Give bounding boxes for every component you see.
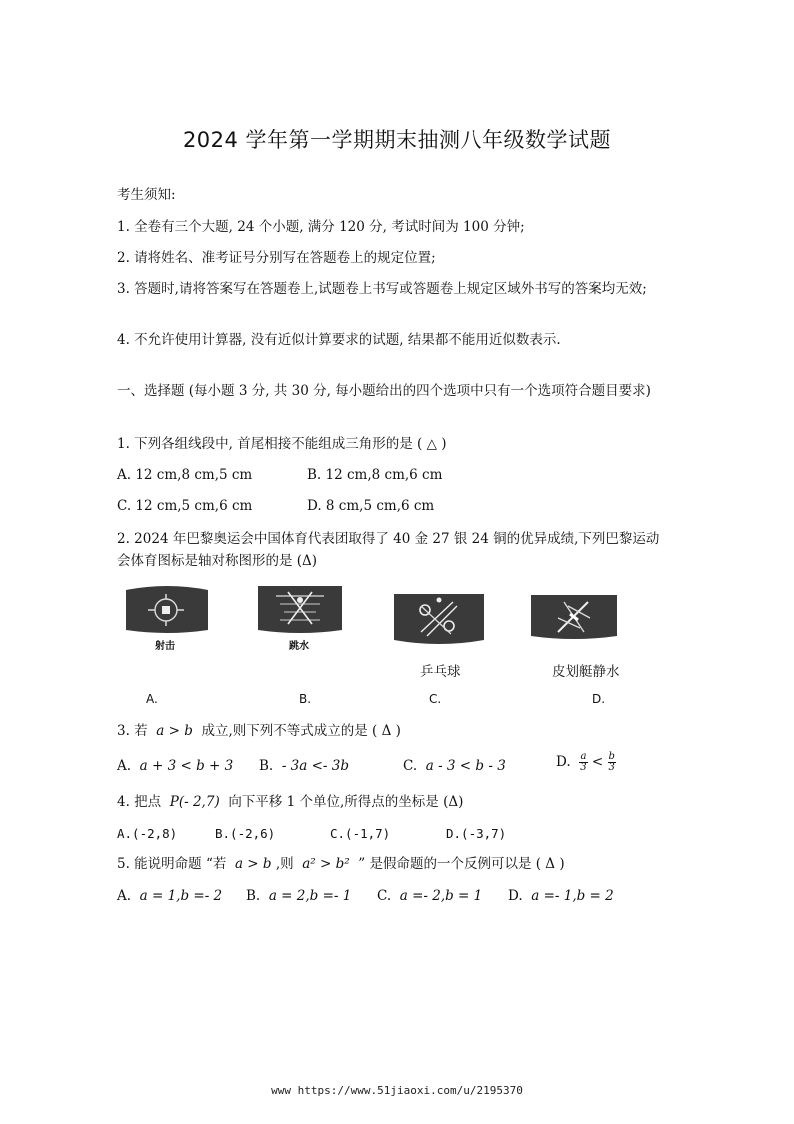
q5-option-b-label: B. xyxy=(246,888,261,904)
q4-option-b: B.(-2,6) xyxy=(215,826,276,841)
q5-stem-prefix: 5. 能说明命题 “若 xyxy=(117,856,227,872)
q4-stem-math: P(- 2,7) xyxy=(169,794,220,810)
section-heading: 一、选择题 (每小题 3 分, 共 30 分, 每小题给出的四个选项中只有一个选项符合题目要求) xyxy=(117,383,651,399)
q2-option-d: D. xyxy=(592,692,606,706)
q5-stem-mid: ,则 xyxy=(275,856,294,872)
q5-option-c-label: C. xyxy=(377,888,392,904)
q5-option-b xyxy=(246,888,351,904)
q5-option-d xyxy=(508,888,614,904)
q3-option-c-expr: a - 3 < b - 3 xyxy=(425,758,506,774)
q3-stem-suffix: 成立,则下列不等式成立的是 ( Δ ) xyxy=(201,723,401,739)
table-tennis-caption: 乒乓球 xyxy=(420,664,461,680)
q3-option-d-frac-2 xyxy=(608,752,616,773)
frac-numerator: a xyxy=(580,751,587,762)
q1-option-c: C. 12 cm,5 cm,6 cm xyxy=(117,498,253,514)
frac-denominator: 3 xyxy=(580,762,587,773)
q1-stem: 1. 下列各组线段中, 首尾相接不能组成三角形的是 ( △ ) xyxy=(117,436,447,452)
q3-option-d xyxy=(556,752,616,773)
q2-option-c: C. xyxy=(429,692,442,706)
q3-option-d-label: D. xyxy=(556,754,571,770)
diving-icon xyxy=(254,582,346,640)
shooting-caption: 射击 xyxy=(155,641,175,652)
notice-item-1: 1. 全卷有三个大题, 24 个小题, 满分 120 分, 考试时间为 100 分钟; xyxy=(117,219,525,235)
q5-stem xyxy=(117,853,565,875)
canoe-sprint-caption: 皮划艇静水 xyxy=(552,664,620,680)
q4-stem-prefix: 4. 把点 xyxy=(117,794,162,810)
q3-stem-math: a > b xyxy=(156,723,193,739)
q1-option-d: D. 8 cm,5 cm,6 cm xyxy=(307,498,435,514)
q4-stem xyxy=(117,791,463,813)
q4-option-d: D.(-3,7) xyxy=(446,826,507,841)
q3-option-d-relation: < xyxy=(591,754,604,770)
q3-option-a xyxy=(117,758,233,774)
q5-stem-suffix: ” 是假命题的一个反例可以是 ( Δ ) xyxy=(358,856,565,872)
table-tennis-icon xyxy=(391,590,487,652)
q3-stem-prefix: 3. 若 xyxy=(117,723,148,739)
q5-stem-math-2: a² > b² xyxy=(302,856,350,872)
q5-option-b-expr: a = 2,b =- 1 xyxy=(268,888,352,904)
q4-option-c: C.(-1,7) xyxy=(330,826,391,841)
q2-stem: 2. 2024 年巴黎奥运会中国体育代表团取得了 40 金 27 银 24 铜的优异成绩,下列巴黎运动会体育图标是轴对称图形的是 (Δ) xyxy=(117,531,660,569)
q5-option-d-label: D. xyxy=(508,888,523,904)
frac-numerator: b xyxy=(608,751,615,762)
q5-option-c-expr: a =- 2,b = 1 xyxy=(399,888,483,904)
footer-url: www https://www.51jiaoxi.com/u/2195370 xyxy=(271,1084,523,1097)
shooting-icon xyxy=(122,584,212,640)
q2-option-a: A. xyxy=(146,692,158,706)
q4-option-a: A.(-2,8) xyxy=(117,826,178,841)
q5-option-a xyxy=(117,888,222,904)
notice-heading: 考生须知: xyxy=(117,187,176,203)
q5-option-a-expr: a = 1,b =- 2 xyxy=(139,888,223,904)
exam-title: 2024 学年第一学期期末抽测八年级数学试题 xyxy=(182,128,612,152)
q5-stem-math-1: a > b xyxy=(234,856,272,872)
q3-option-c xyxy=(403,758,506,774)
q5-option-a-label: A. xyxy=(117,888,132,904)
diving-caption: 跳水 xyxy=(289,641,309,652)
q5-option-c xyxy=(377,888,482,904)
q3-option-b-label: B. xyxy=(259,758,274,774)
q4-stem-suffix: 向下平移 1 个单位,所得点的坐标是 (Δ) xyxy=(228,794,464,810)
q1-option-b: B. 12 cm,8 cm,6 cm xyxy=(307,467,443,483)
q1-option-a: A. 12 cm,8 cm,5 cm xyxy=(117,467,253,483)
q3-option-c-label: C. xyxy=(403,758,418,774)
q3-option-b xyxy=(259,758,349,774)
notice-item-4: 4. 不允许使用计算器, 没有近似计算要求的试题, 结果都不能用近似数表示. xyxy=(117,332,561,348)
canoe-sprint-icon xyxy=(528,592,620,646)
q3-option-b-expr: - 3a <- 3b xyxy=(281,758,349,774)
q3-option-a-expr: a + 3 < b + 3 xyxy=(139,758,234,774)
notice-item-3: 3. 答题时,请将答案写在答题卷上,试题卷上书写或答题卷上规定区域外书写的答案均无效; xyxy=(117,281,647,297)
q2-option-b: B. xyxy=(299,692,312,706)
q5-option-d-expr: a =- 1,b = 2 xyxy=(531,888,614,904)
q3-option-a-label: A. xyxy=(117,758,132,774)
q3-stem xyxy=(117,720,401,742)
notice-item-2: 2. 请将姓名、准考证号分别写在答题卷上的规定位置; xyxy=(117,250,436,266)
q3-option-d-frac-1 xyxy=(579,752,587,773)
frac-denominator: 3 xyxy=(608,762,615,773)
